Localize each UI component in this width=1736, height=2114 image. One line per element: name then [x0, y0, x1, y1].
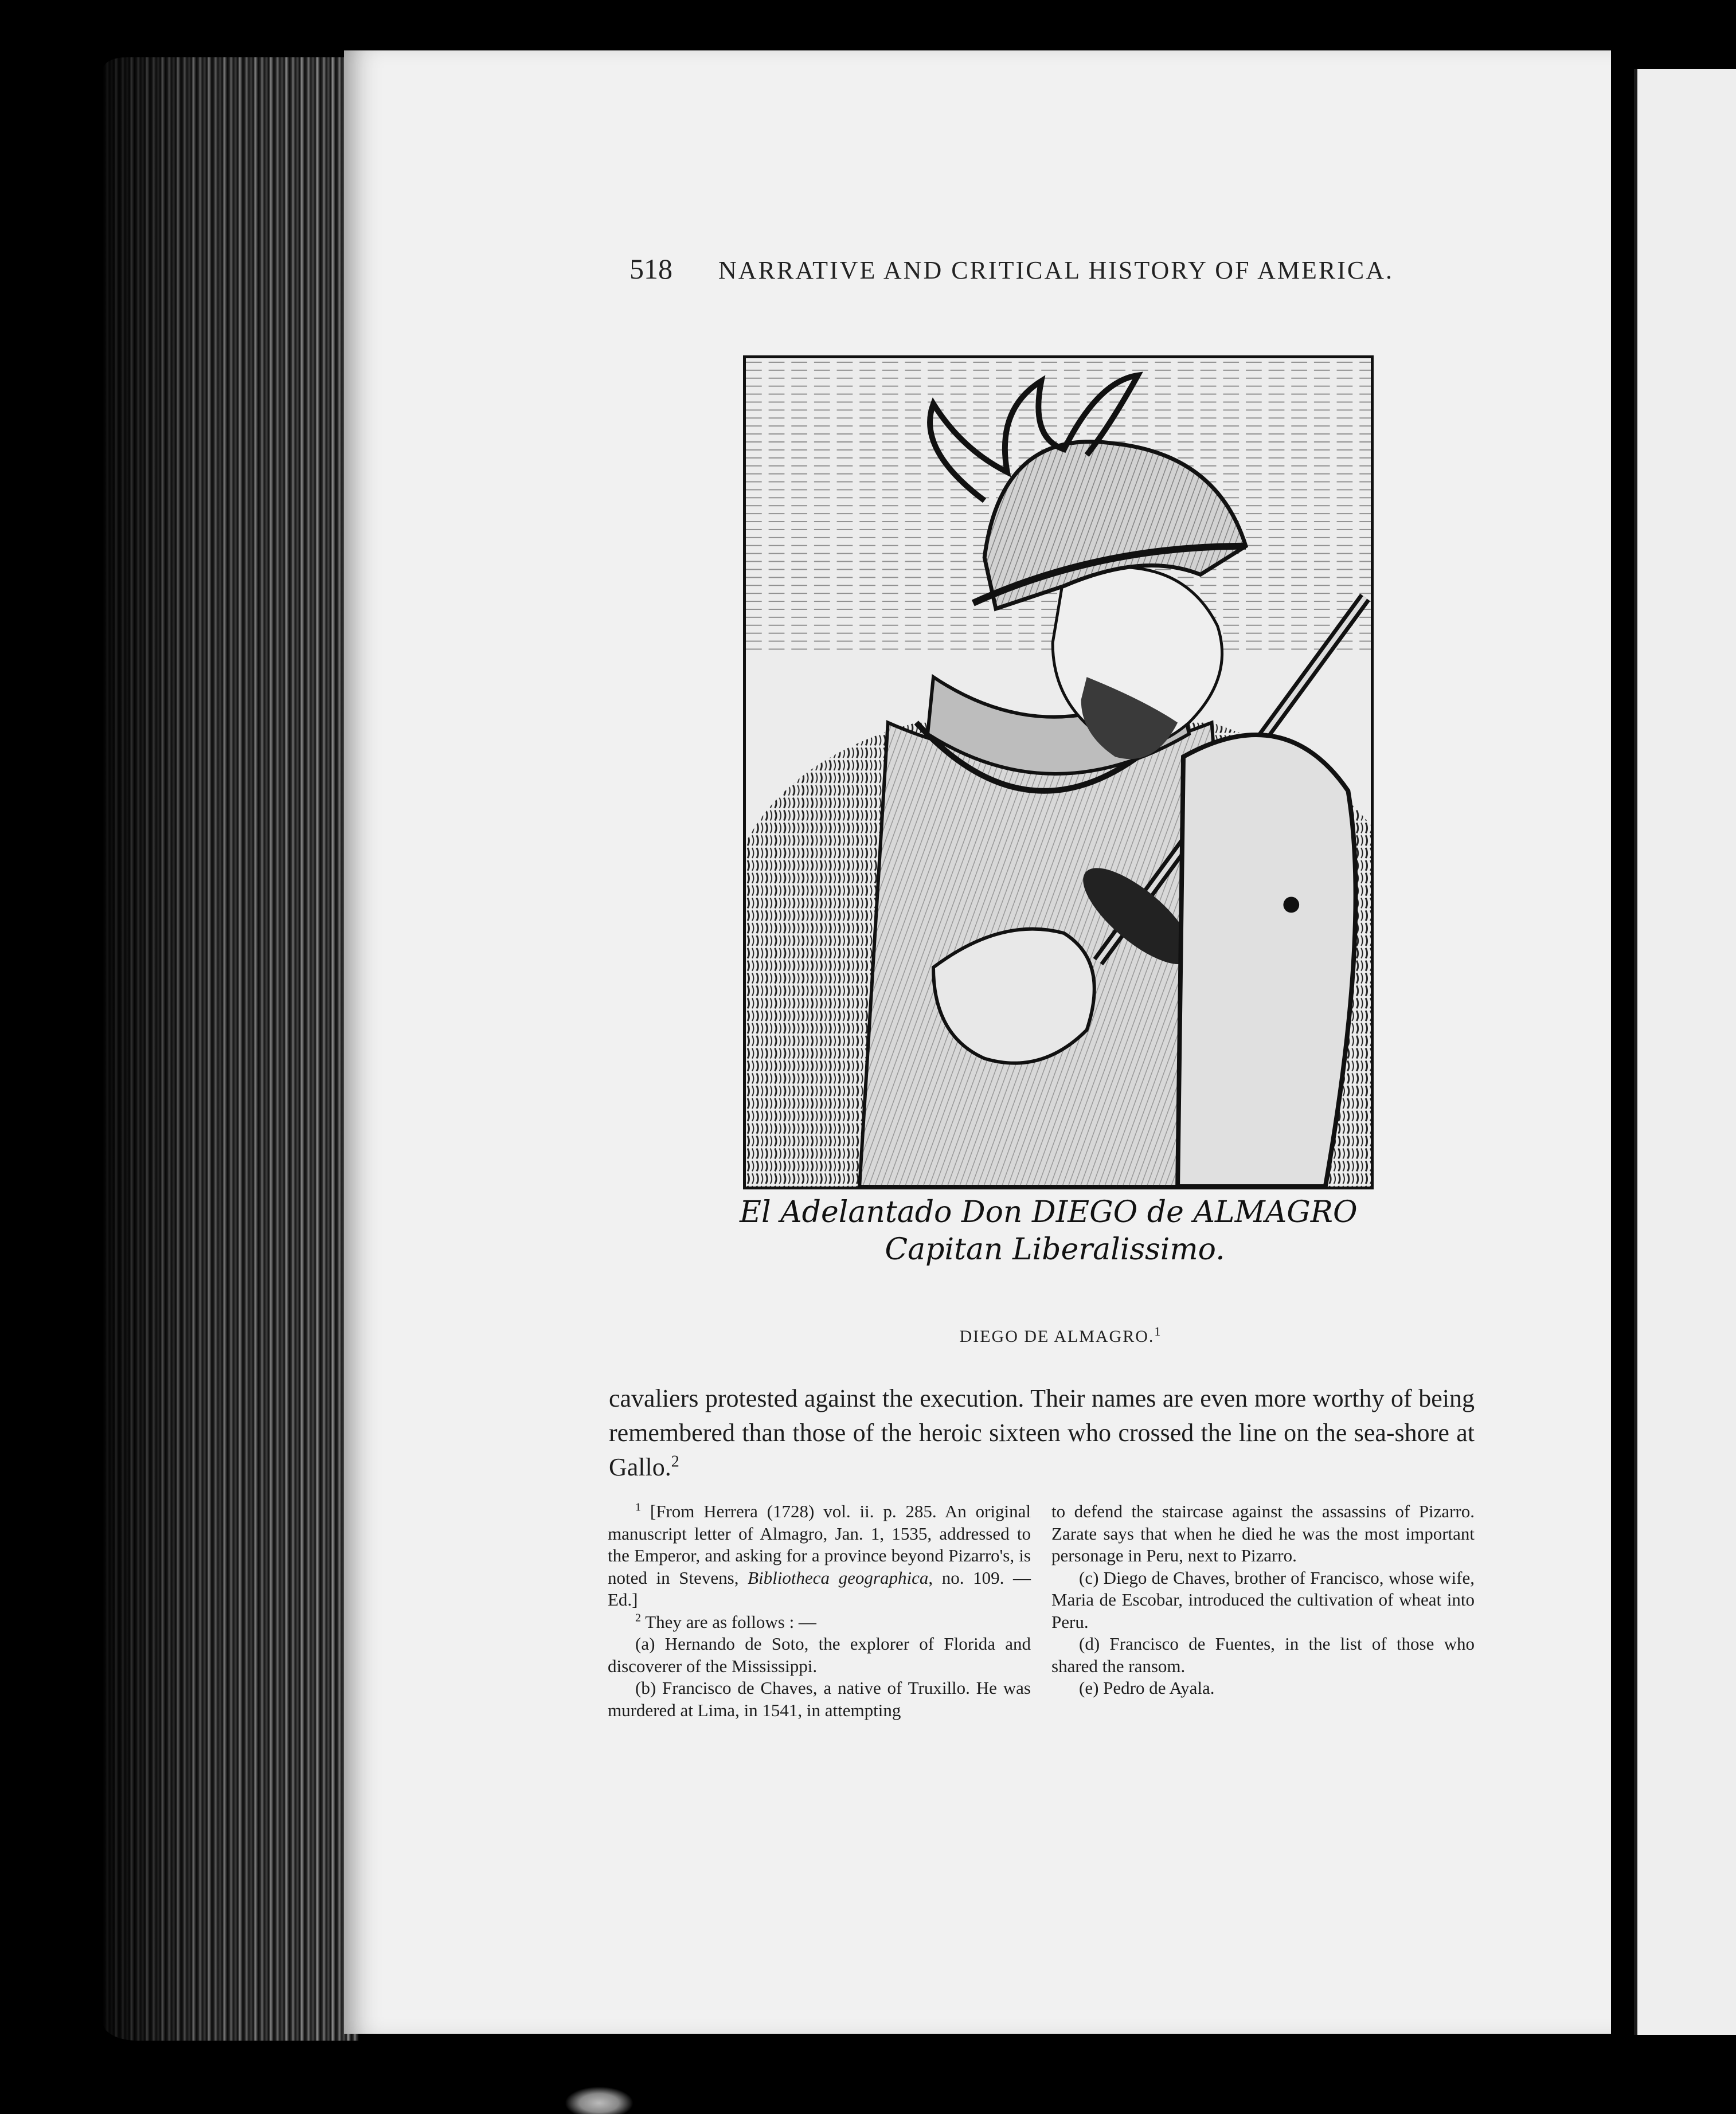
figure-caption	[745, 1324, 1376, 1346]
footnote-2e: (e) Pedro de Ayala.	[1079, 1678, 1215, 1698]
facing-page-edge	[1634, 69, 1736, 2035]
footnotes-right-column	[1051, 1501, 1475, 1700]
body-text: cavaliers protested against the execution. Their names are even more worthy of being remembered than those of the heroic sixteen who crossed the line on the sea-shore at Gallo.	[609, 1384, 1475, 1481]
footnote-2a: (a) Hernando de Soto, the explorer of Florida and discoverer of the Mississippi.	[608, 1634, 1031, 1676]
footnote-1-text-b: , no. 109. — Ed.]	[608, 1567, 1031, 1610]
body-paragraph	[609, 1381, 1475, 1485]
page-edge-shadow	[103, 57, 358, 2041]
footnote-2c: (c) Diego de Chaves, brother of Francisco, whose wife, Maria de Escobar, introduced the cultivation of wheat into Peru.	[1051, 1567, 1475, 1632]
footnote-2b-start: (b) Francisco de Chaves, a native of Truxillo. He was murdered at Lima, in 1541, in attempting	[608, 1678, 1031, 1720]
footnote-2-marker: 2	[635, 1611, 641, 1624]
running-head	[630, 252, 1398, 287]
book-title: NARRATIVE AND CRITICAL HISTORY OF AMERICA.	[718, 256, 1394, 284]
engraving-caption-line1: El Adelantado Don DIEGO de ALMAGRO	[740, 1195, 1358, 1230]
footnote-1-text-a: [From Herrera (1728) vol. ii. p. 285. An original manuscript letter of Almagro, Jan. 1, 1535, addressed to the Emperor, and asking for a province beyond Pizarro's, is noted in Stevens,	[608, 1501, 1031, 1588]
portrait-engraving	[743, 355, 1374, 1189]
page-number: 518	[630, 253, 672, 285]
scan-artifact	[565, 2086, 634, 2114]
footnote-1	[608, 1501, 1031, 1611]
footnotes-left-column	[608, 1501, 1031, 1721]
footnote-ref-2: 2	[671, 1453, 679, 1471]
footnote-ref-1: 1	[1154, 1324, 1162, 1338]
footnote-2	[608, 1611, 1031, 1634]
footnote-1-marker: 1	[635, 1501, 641, 1514]
footnote-2-text: They are as follows : —	[645, 1611, 816, 1632]
footnote-1-title: Bibliotheca geographica	[748, 1567, 929, 1588]
footnote-2b-continued: to defend the staircase against the assassins of Pizarro. Zarate says that when he died he was the most important personage in Peru, next to Pizarro.	[1051, 1501, 1475, 1565]
footnote-2d: (d) Francisco de Fuentes, in the list of those who shared the ransom.	[1051, 1634, 1475, 1676]
figure-caption-text: DIEGO DE ALMAGRO.	[959, 1327, 1155, 1346]
engraving-caption-line2: Capitan Liberalissimo.	[885, 1232, 1225, 1267]
